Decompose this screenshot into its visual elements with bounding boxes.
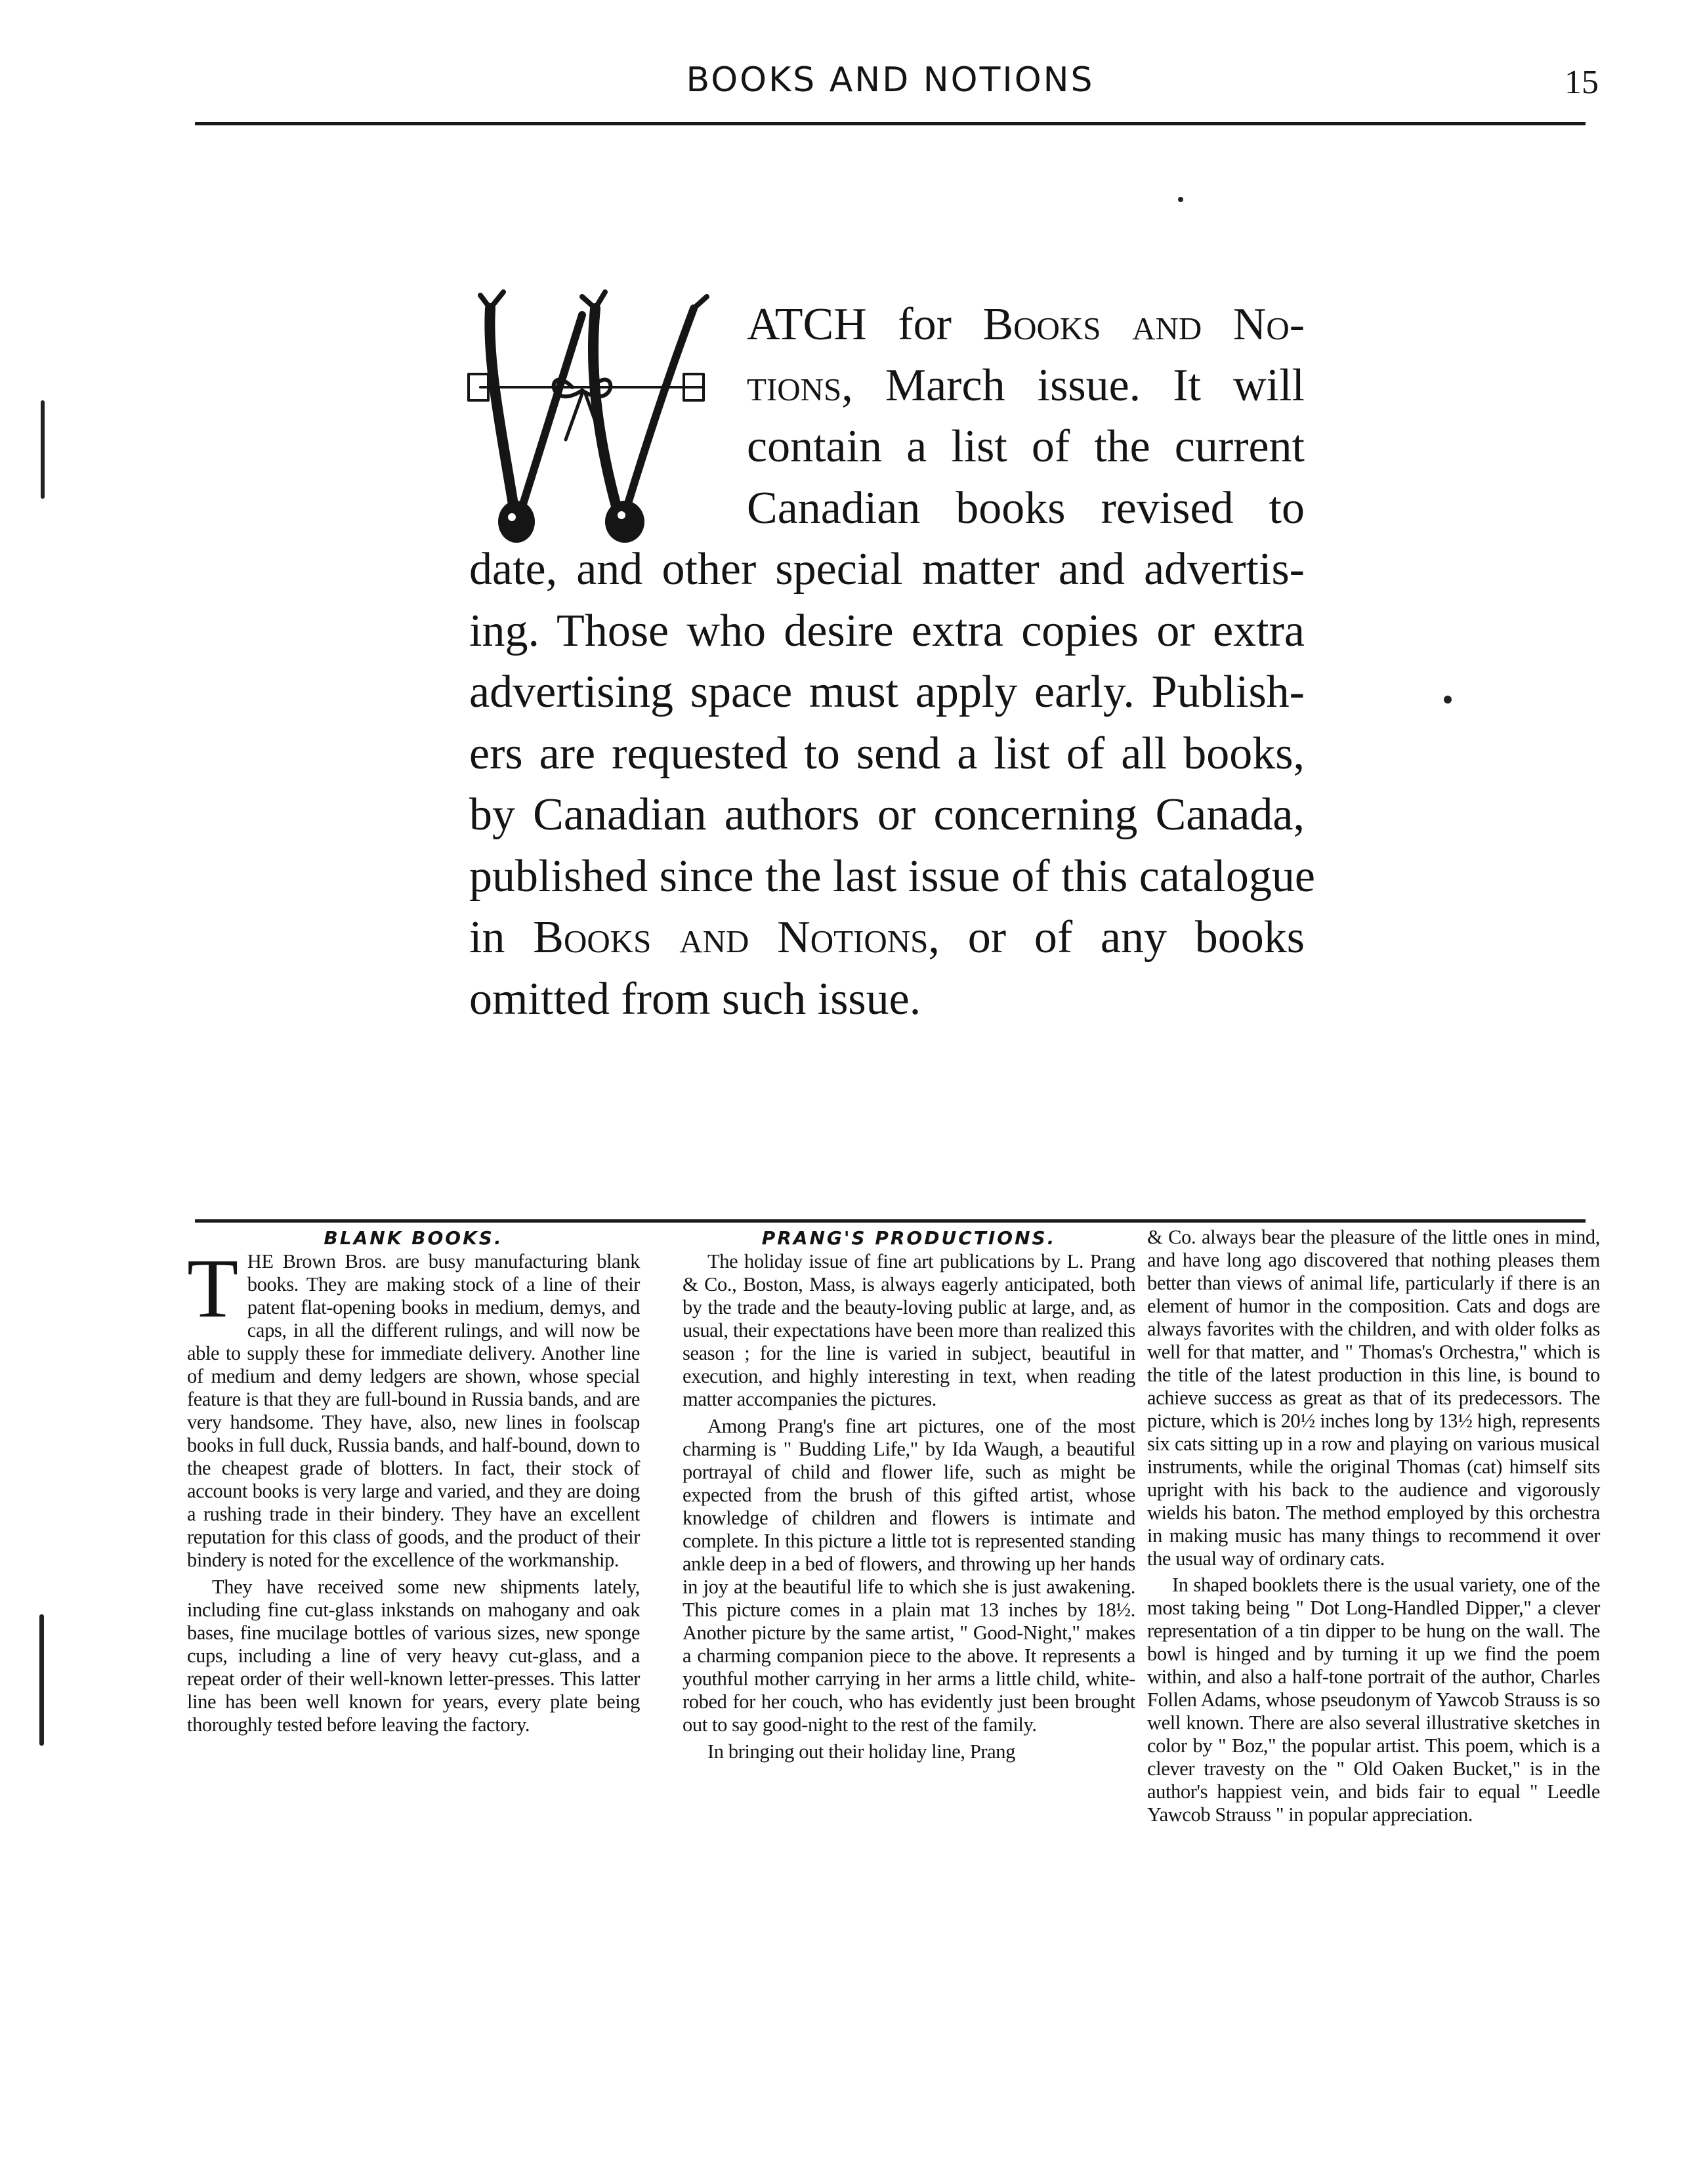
prangs-heading: PRANG'S PRODUCTIONS. [761, 1227, 1057, 1249]
notice-line: advertising space must apply early. Publish- [469, 667, 1305, 717]
paragraph: THE Brown Bros. are busy manufacturing blank books. They are making stock of a line of their patent flat-opening books in medium, demys, and caps, in all the different rulings, and will now be able to supply these for immediate delivery. Another line of medium and demy ledgers are shown, whose special feature is that they are full-bound in Russia bands, and are very handsome. They have, also, new lines in foolscap books in full duck, Russia bands, and half-bound, down to the cheapest grade of blotters. In fact, their stock of account books is very large and varied, and they are doing a rushing trade in their bindery. They have an excellent reputation for this class of goods, and the product of their bindery is noted for the excellence of the workmanship. [187, 1242, 640, 1571]
notice-line: ATCH for Books and No- [747, 299, 1305, 350]
paragraph: In bringing out their holiday line, Prang [707, 1740, 1015, 1763]
notice-line: omitted from such issue. [469, 974, 921, 1024]
notice-line: date, and other special matter and advertis- [469, 544, 1305, 595]
section-rule [195, 1219, 1586, 1223]
paragraph: & Co. always bear the pleasure of the little ones in mind, and have long ago discovered that nothing pleases them better than views of animal life, particularly if there is an element of humor in the composition. Cats and dogs are always favorites with the children, and with older folks as well for that matter, and " Thomas's Orchestra," which is the title of the latest production in this line, is bound to achieve success as great as that of its predecessors. The picture, which is 20½ inches long by 13½ high, represents six cats sitting up in a row and playing on various musical instruments, while the original Thomas (cat) himself sits upright with his back to the audience and vigorously wields his baton. The method employed by this orchestra in making music has many things to recommend it over the usual way of ordinary cats. [1147, 1226, 1600, 1570]
notice-line: published since the last issue of this catalogue [469, 851, 1315, 902]
scan-mark [1444, 696, 1452, 704]
notice-line: ing. Those who desire extra copies or extra [469, 606, 1305, 656]
scan-mark [41, 400, 45, 499]
scan-mark [39, 1614, 44, 1746]
notice-line: Canadian books revised to [747, 483, 1305, 534]
notice-line: in Books and Notions, or of any books [469, 912, 1305, 963]
page-number: 15 [1565, 64, 1599, 101]
notice-line: ers are requested to send a list of all books, [469, 728, 1305, 779]
paragraph: Among Prang's fine art pictures, one of the most charming is " Budding Life," by Ida Waugh, a beautiful portrayal of child and flower life, such as might be expected from the brush of this gifted artist, whose knowledge of children and flowers is intimate and complete. In this picture a little tot is represented standing ankle deep in a bed of flowers, and throwing up her hands in joy at the beautiful life to which she is just awakening. This picture comes in a plain mat 13 inches by 18½. Another picture by the same artist, " Good-Night," makes a charming companion piece to the above. It represents a youthful mother carrying in her arms a little child, white-robed for her couch, who has evidently just been brought out to say good-night to the rest of the family. [683, 1415, 1135, 1736]
prangs-continued-column [1147, 1226, 1600, 1830]
scan-mark [1178, 197, 1183, 202]
drop-cap: T [187, 1242, 238, 1335]
paragraph: In shaped booklets there is the usual variety, one of the most taking being " Dot Long-Handled Dipper," a clever representation of a tin dipper to be hung on the wall. The bowl is hinged and by turning it up we find the poem within, and also a half-tone portrait of the author, Charles Follen Adams, whose pseudonym of Yawcob Strauss is so well known. There are also several illustrative sketches in color by " Boz," the popular artist. This poem, which is a clever travesty on the " Old Oaken Bucket," is in the author's happiest vein, and bids fair to equal " Leedle Yawcob Strauss " in popular appreciation. [1147, 1574, 1600, 1826]
header-rule [195, 122, 1586, 125]
paragraph: The holiday issue of fine art publications by L. Prang & Co., Boston, Mass, is always eagerly anticipated, both by the trade and the beauty-loving public at large, and, as usual, their expectations have been more than realized this season ; for the line is varied in subject, beautiful in execution, and highly interesting in text, when reading matter accompanies the pictures. [683, 1250, 1135, 1410]
notice-line: tions, March issue. It will [747, 360, 1305, 411]
blank-books-column [187, 1242, 640, 1740]
running-head-title: BOOKS AND NOTIONS [686, 60, 1095, 100]
blank-books-heading: BLANK BOOKS. [324, 1227, 503, 1249]
ornamental-initial-w [467, 289, 717, 551]
paragraph: They have received some new shipments lately, including fine cut-glass inkstands on mahogany and oak bases, fine mucilage bottles of various sizes, new sponge cups, including a line of very heavy cut-glass, and a repeat order of their well-known letter-presses. This latter line has been well known for years, every plate being thoroughly tested before leaving the factory. [187, 1576, 640, 1736]
prangs-column [683, 1250, 1135, 1767]
notice-line: contain a list of the current [747, 421, 1305, 472]
notice-line: by Canadian authors or concerning Canada, [469, 789, 1305, 840]
